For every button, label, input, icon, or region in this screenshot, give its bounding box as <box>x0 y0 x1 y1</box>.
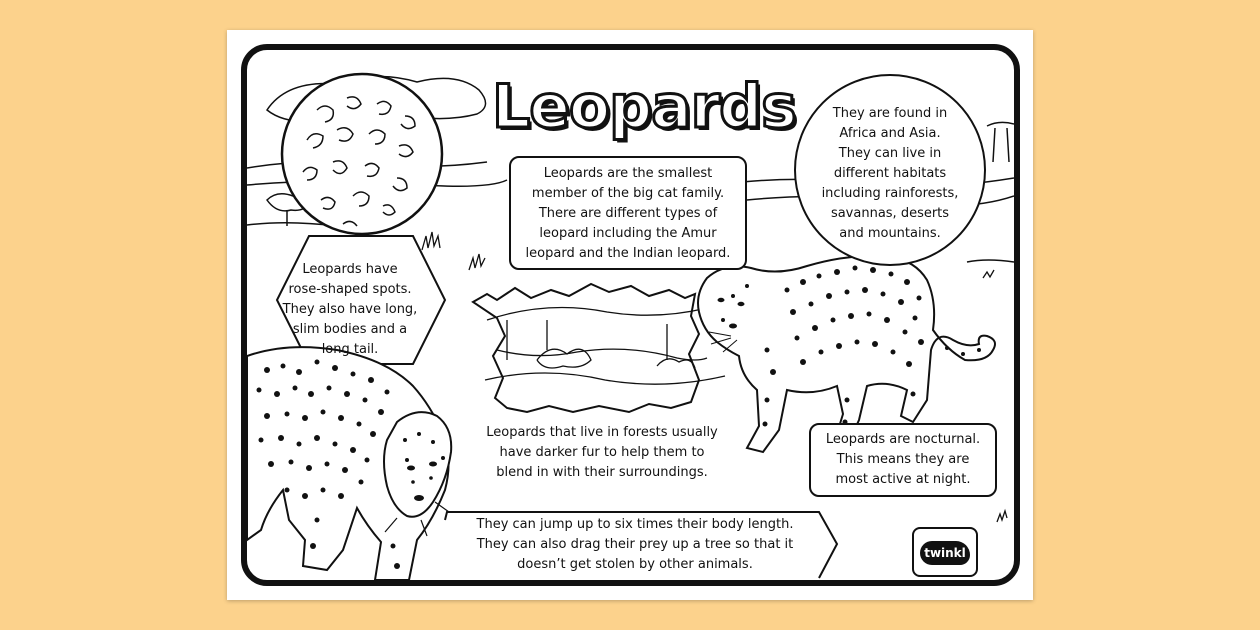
worksheet-sheet <box>227 30 1033 600</box>
leopard-left-illustration <box>247 347 451 580</box>
fact-habitats: They are found in Africa and Asia. They can live in different habitats including rainforests, savannas, deserts and mountains. <box>794 74 986 266</box>
fact-rose-shaped-spots: Leopards have rose-shaped spots. They also have long, slim bodies and a long tail. <box>282 262 418 357</box>
forest-picture-illustration <box>473 284 725 412</box>
page-title: Leopards <box>492 72 796 142</box>
fact-forest-fur: Leopards that live in forests usually have darker fur to help them to blend in with their surroundings. <box>486 425 718 480</box>
twinkl-logo <box>912 527 978 577</box>
fact-smallest-big-cat: Leopards are the smallest member of the big cat family. There are different types of leopard including the Amur leopard and the Indian leopard. <box>509 156 747 270</box>
worksheet-frame <box>241 44 1020 586</box>
twinkl-logo-badge: twinkl <box>920 541 970 565</box>
fact-jump-and-prey: They can jump up to six times their body length. They can also drag their prey up a tree so that it doesn’t get stolen by other animals. <box>476 517 794 572</box>
fact-nocturnal: Leopards are nocturnal. This means they are most active at night. <box>809 423 997 497</box>
rosette-pattern-illustration <box>282 74 442 234</box>
